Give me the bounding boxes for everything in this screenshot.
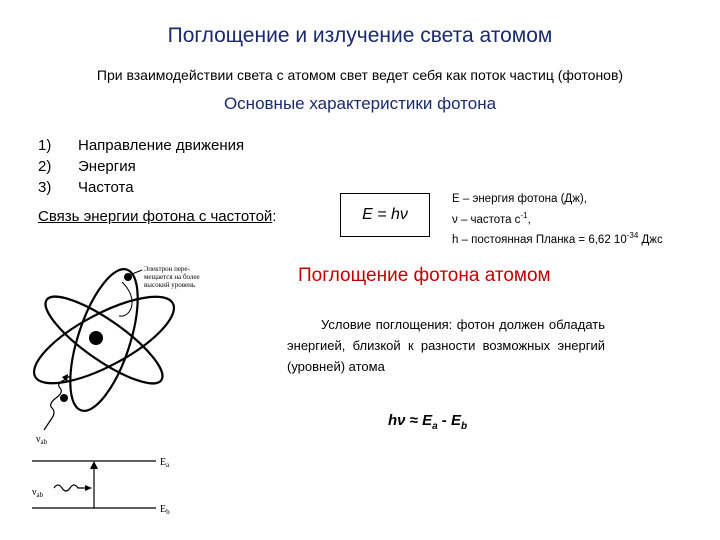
energy-level-a-label: $E_a$: [160, 457, 170, 469]
energy-level-b-label: $E_b$: [160, 504, 170, 516]
nucleus: [89, 331, 103, 345]
caption-pointer: [132, 270, 142, 274]
definition-frequency: ν – частота $с^{-1}$,: [452, 210, 531, 226]
list-text: Энергия: [78, 158, 136, 175]
photon-arrowhead: [85, 485, 92, 491]
photon-frequency-label: $\nu_{ab}$: [36, 434, 48, 446]
section-heading-photon-characteristics: Основные характеристики фотона: [223, 94, 497, 113]
electron-transition-arrow: [119, 282, 132, 316]
relation-label-text: Связь энергии фотона с частотой: [38, 208, 273, 225]
diagram-caption-line: высокий уровень: [144, 281, 196, 289]
formula-definitions: [452, 192, 663, 248]
characteristics-list: [38, 135, 244, 198]
definition-energy: E – энергия фотона (Дж),: [452, 193, 587, 205]
electron-excited: [124, 273, 132, 281]
absorption-approx-formula: $h\nu \approx E_a - E_b$: [388, 412, 468, 432]
relation-label: [38, 208, 276, 225]
formula-box: [340, 193, 430, 237]
transition-arrowhead: [90, 461, 98, 469]
relation-colon: :: [272, 208, 277, 225]
list-item: [38, 156, 244, 177]
list-number: 2): [38, 158, 52, 175]
photon-frequency-label: $\nu_{ab}$: [32, 487, 44, 499]
slide-title: Поглощение и излучение света атомом: [167, 24, 553, 47]
list-number: 3): [38, 179, 52, 196]
electron-ground: [60, 394, 68, 402]
list-text: Направление движения: [78, 137, 245, 154]
absorption-condition: Условие поглощения: фотон должен обладать энергией, близкой к разности возможных энергий (уровней) атома: [287, 317, 605, 374]
atom-absorption-diagram: [24, 258, 274, 528]
diagram-caption-line: Электрон пере-: [144, 265, 190, 273]
energy-formula: E = hν: [362, 206, 408, 223]
slide-subtitle: При взаимодействии света с атомом свет ведет себя как поток частиц (фотонов): [96, 67, 624, 83]
list-item: [38, 135, 244, 156]
list-number: 1): [38, 137, 52, 154]
list-item: [38, 177, 244, 198]
incoming-photon-wave-bottom: [54, 485, 86, 491]
diagram-caption-line: мещается на более: [144, 273, 200, 281]
definition-planck: h – постоянная Планка = 6,62 $10^{-34}$ Джс: [452, 230, 663, 246]
list-text: Частота: [78, 179, 134, 196]
section-heading-absorption: Поглощение фотона атомом: [298, 265, 551, 286]
